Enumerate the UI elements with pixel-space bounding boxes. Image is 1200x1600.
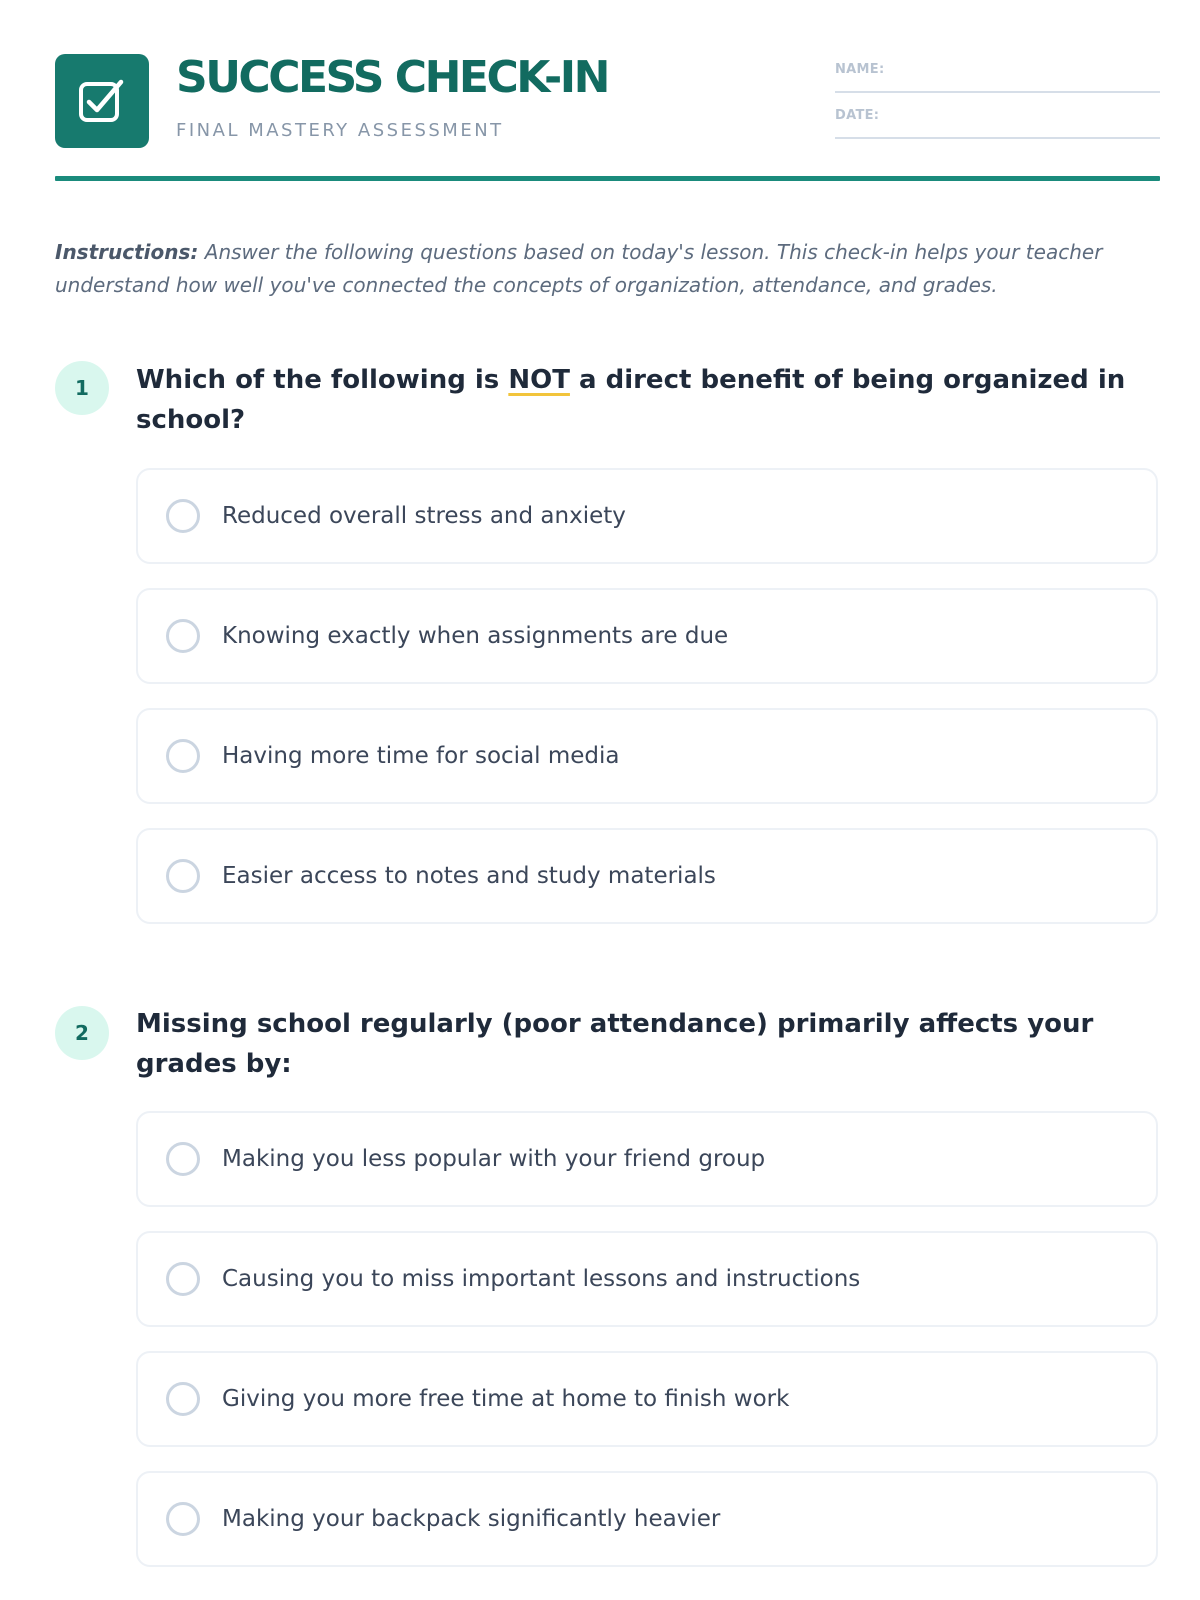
answer-option-label: Causing you to miss important lessons and instructions <box>222 1266 861 1292</box>
assessment-page <box>55 0 1160 1600</box>
answer-option-label: Having more time for social media <box>222 743 620 769</box>
answer-option-label: Making your backpack significantly heavier <box>222 1506 721 1532</box>
answer-option[interactable] <box>136 588 1158 684</box>
radio-button[interactable] <box>166 499 200 533</box>
date-field[interactable] <box>835 108 1160 139</box>
date-label: DATE: <box>835 108 880 123</box>
radio-button[interactable] <box>166 739 200 773</box>
name-field[interactable] <box>835 62 1160 93</box>
answer-option-label: Reduced overall stress and anxiety <box>222 503 626 529</box>
question-text: Missing school regularly (poor attendance) primarily affects your grades by: <box>136 1009 1094 1079</box>
radio-button[interactable] <box>166 1382 200 1416</box>
page-title: SUCCESS CHECK-IN <box>176 52 608 103</box>
answer-option[interactable] <box>136 1231 1158 1327</box>
radio-button[interactable] <box>166 1142 200 1176</box>
answer-option[interactable] <box>136 1471 1158 1567</box>
name-label: NAME: <box>835 62 885 77</box>
question-emphasis: NOT <box>508 365 570 395</box>
instructions <box>55 236 1160 302</box>
question-text: Which of the following is NOT a direct benefit of being organized in school? <box>136 365 1126 435</box>
answer-option[interactable] <box>136 468 1158 564</box>
instructions-lead: Instructions: <box>55 240 199 264</box>
answer-option-label: Knowing exactly when assignments are due <box>222 623 729 649</box>
answer-option[interactable] <box>136 1351 1158 1447</box>
answer-option[interactable] <box>136 708 1158 804</box>
page-subtitle: FINAL MASTERY ASSESSMENT <box>176 120 504 141</box>
question-number-badge: 1 <box>55 361 109 415</box>
question-number-badge: 2 <box>55 1006 109 1060</box>
answer-option-label: Easier access to notes and study materials <box>222 863 716 889</box>
answer-option[interactable] <box>136 828 1158 924</box>
answer-option-label: Giving you more free time at home to finish work <box>222 1386 790 1412</box>
header-divider <box>55 176 1160 181</box>
checkbox-check-icon <box>55 54 149 148</box>
radio-button[interactable] <box>166 1502 200 1536</box>
radio-button[interactable] <box>166 1262 200 1296</box>
answer-option[interactable] <box>136 1111 1158 1207</box>
instructions-text: Answer the following questions based on today's lesson. This check-in helps your teacher understand how well you've connected the concepts of organization, attendance, and grades. <box>55 240 1103 297</box>
radio-button[interactable] <box>166 619 200 653</box>
answer-option-label: Making you less popular with your friend group <box>222 1146 766 1172</box>
radio-button[interactable] <box>166 859 200 893</box>
